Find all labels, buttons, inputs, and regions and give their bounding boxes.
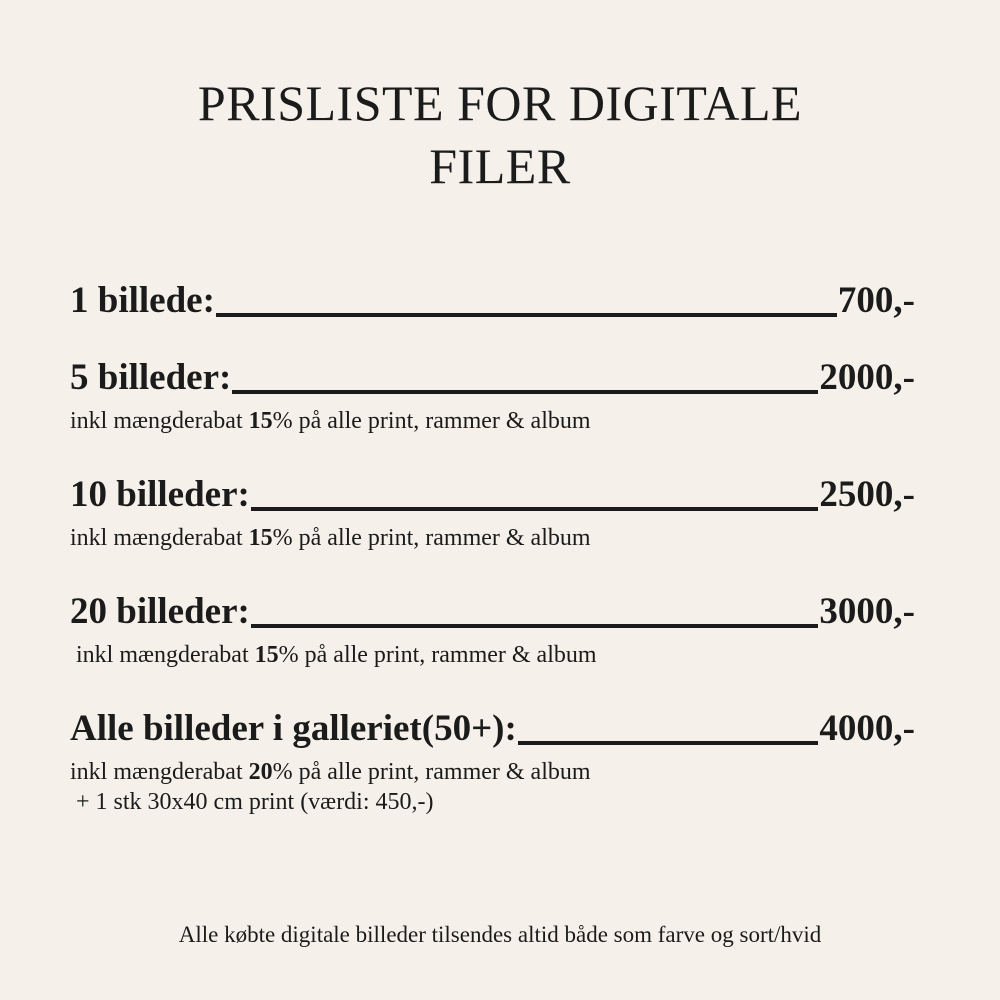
fill-line <box>216 313 837 317</box>
price-item <box>70 593 915 670</box>
price-item-price: 2500,- <box>819 474 915 515</box>
footer-note: Alle købte digitale billeder tilsendes altid både som farve og sort/hvid <box>178 922 822 947</box>
price-item-price: 4000,- <box>819 708 915 749</box>
price-item <box>70 476 915 553</box>
price-row <box>70 282 915 319</box>
discount-note-post: % på alle print, rammer & album <box>272 525 591 551</box>
page-title <box>0 0 1000 198</box>
price-item <box>70 359 915 436</box>
discount-note <box>70 640 915 670</box>
discount-note-percent: 20 <box>248 759 273 785</box>
discount-note-pre: inkl mængderabat <box>70 759 249 785</box>
discount-note <box>70 757 915 787</box>
price-row <box>70 593 915 630</box>
discount-note-pre: inkl mængderabat <box>70 408 249 434</box>
discount-note-pre: inkl mængderabat <box>70 642 255 668</box>
fill-line <box>251 507 819 511</box>
discount-note-pre: inkl mængderabat <box>70 525 249 551</box>
fill-line <box>518 741 819 745</box>
price-item-price: 2000,- <box>819 357 915 398</box>
price-row <box>70 476 915 513</box>
price-item-label: 5 billeder: <box>70 357 232 398</box>
discount-note-post: % på alle print, rammer & album <box>272 759 591 785</box>
price-item-label: 1 billede: <box>70 280 215 321</box>
discount-note-post: % på alle print, rammer & album <box>278 642 597 668</box>
price-item-price: 700,- <box>837 280 915 321</box>
fill-line <box>251 624 819 628</box>
price-row <box>70 710 915 747</box>
discount-note-percent: 15 <box>254 642 279 668</box>
discount-note-percent: 15 <box>248 525 273 551</box>
price-list <box>70 282 915 817</box>
page-title-line-1: PRISLISTE FOR DIGITALE <box>197 75 803 131</box>
price-row <box>70 359 915 396</box>
bonus-print-note: + 1 stk 30x40 cm print (værdi: 450,-) <box>70 789 434 815</box>
price-item <box>70 282 915 319</box>
price-item-label: Alle billeder i galleriet(50+): <box>70 708 517 749</box>
discount-note <box>70 523 915 553</box>
fill-line <box>232 390 818 394</box>
discount-note <box>70 406 915 436</box>
discount-note-percent: 15 <box>248 408 273 434</box>
price-item-label: 20 billeder: <box>70 591 250 632</box>
price-item-label: 10 billeder: <box>70 474 250 515</box>
price-item <box>70 710 915 817</box>
page-title-line-2: FILER <box>429 138 571 194</box>
price-item-price: 3000,- <box>819 591 915 632</box>
discount-note-post: % på alle print, rammer & album <box>272 408 591 434</box>
